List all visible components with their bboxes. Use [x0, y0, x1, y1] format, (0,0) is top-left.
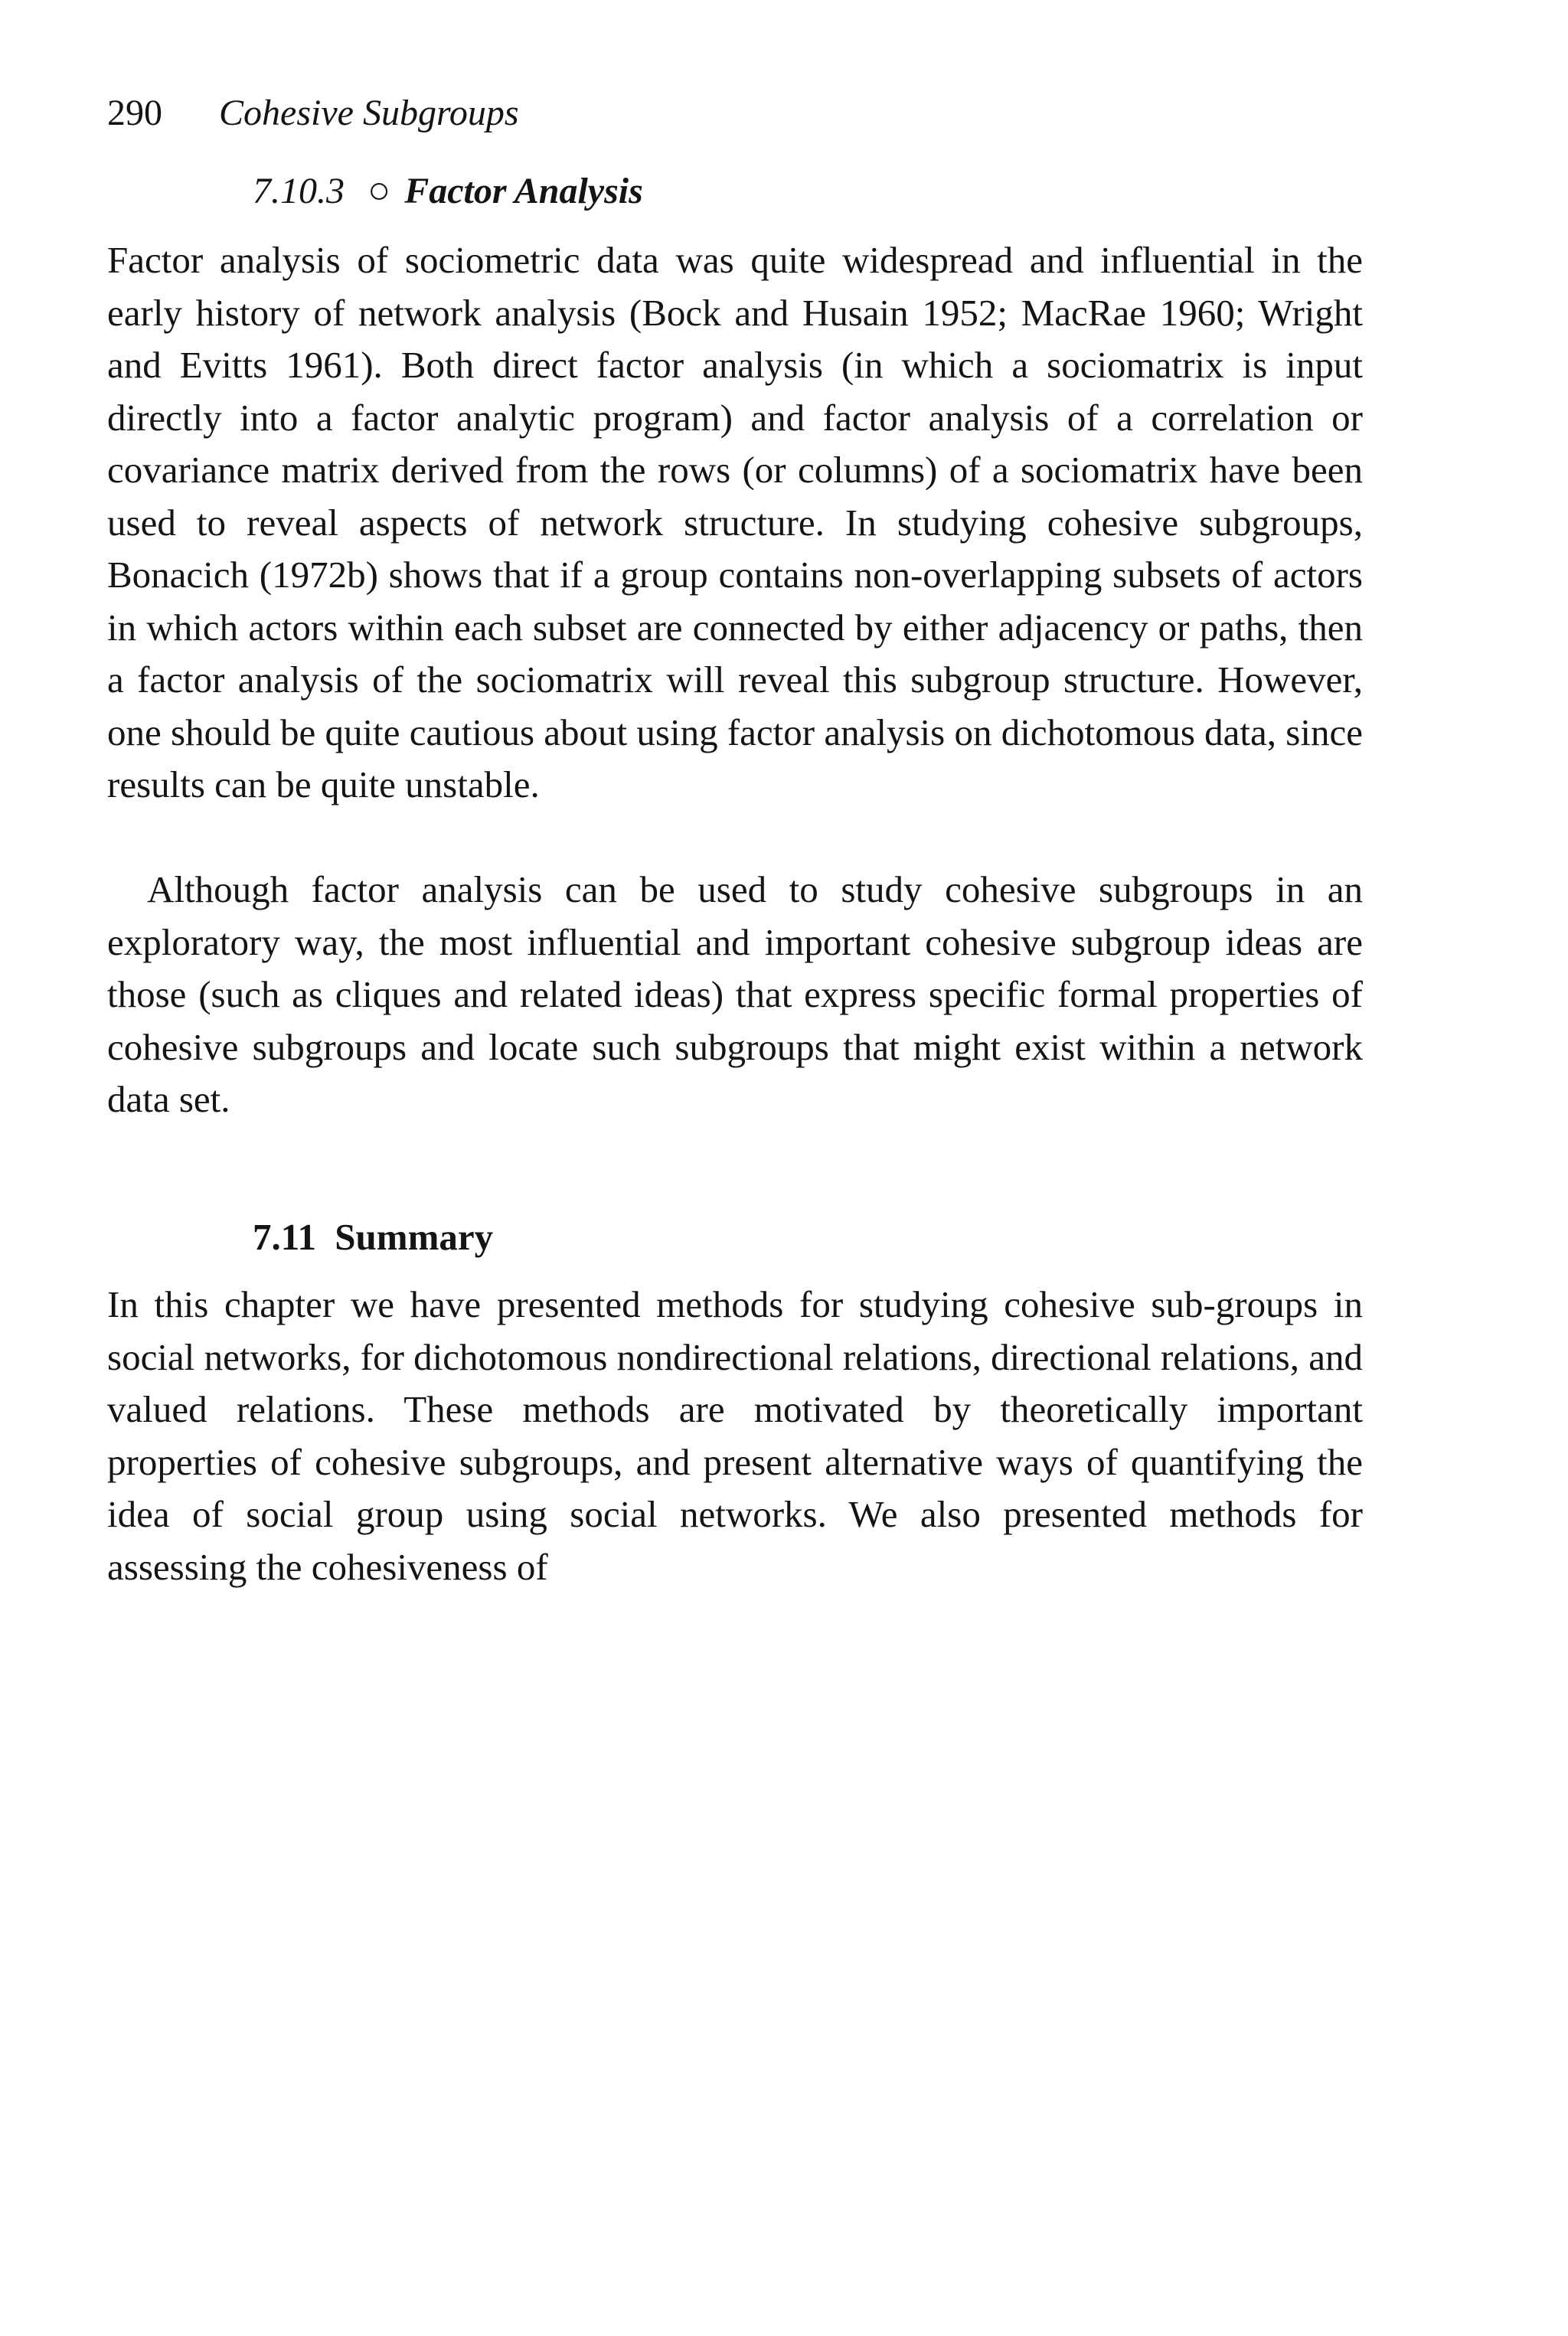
section-title: Summary — [335, 1216, 494, 1258]
summary-paragraph: In this chapter we have presented methods for studying cohesive sub-groups in social networks, for dichotomous nondirectional relations, directional relations, and valued relations. These methods are motivated by theoretically important properties of cohesive subgroups, and present alternative ways of quantifying the idea of social group using social networks. We also presented methods for assessing the cohesiveness of — [107, 1283, 1363, 1588]
running-title: Cohesive Subgroups — [219, 93, 519, 133]
subsection-number: 7.10.3 — [253, 171, 345, 211]
page-number: 290 — [107, 93, 162, 133]
subsection-title: Factor Analysis — [404, 171, 643, 211]
running-head — [107, 90, 519, 136]
body-paragraph: Although factor analysis can be used to study cohesive subgroups in an exploratory way, the most influential and important cohesive subgroup ideas are those (such as cliques and related ideas) that express specific formal properties of cohesive subgroups and locate such subgroups that might exist within a network data set. — [107, 868, 1363, 1120]
circle-icon: ○ — [368, 168, 391, 211]
body-paragraph: Factor analysis of sociometric data was quite widespread and influential in the early history of network analysis (Bock and Husain 1952; MacRae 1960; Wright and Evitts 1961). Both direct factor analysis (in which a sociomatrix is input directly into a factor analytic program) and factor analysis of a correlation or covariance matrix derived from the rows (or columns) of a sociomatrix have been used to reveal aspects of network structure. In studying cohesive subgroups, Bonacich (1972b) shows that if a group contains non-overlapping subsets of actors in which actors within each subset are connected by either adjacency or paths, then a factor analysis of the sociomatrix will reveal this subgroup structure. However, one should be quite cautious about using factor analysis on dichotomous data, since results can be quite unstable. — [107, 239, 1363, 805]
section-heading — [253, 1214, 493, 1261]
section-number: 7.11 — [253, 1216, 317, 1258]
subsection-heading — [253, 167, 643, 214]
